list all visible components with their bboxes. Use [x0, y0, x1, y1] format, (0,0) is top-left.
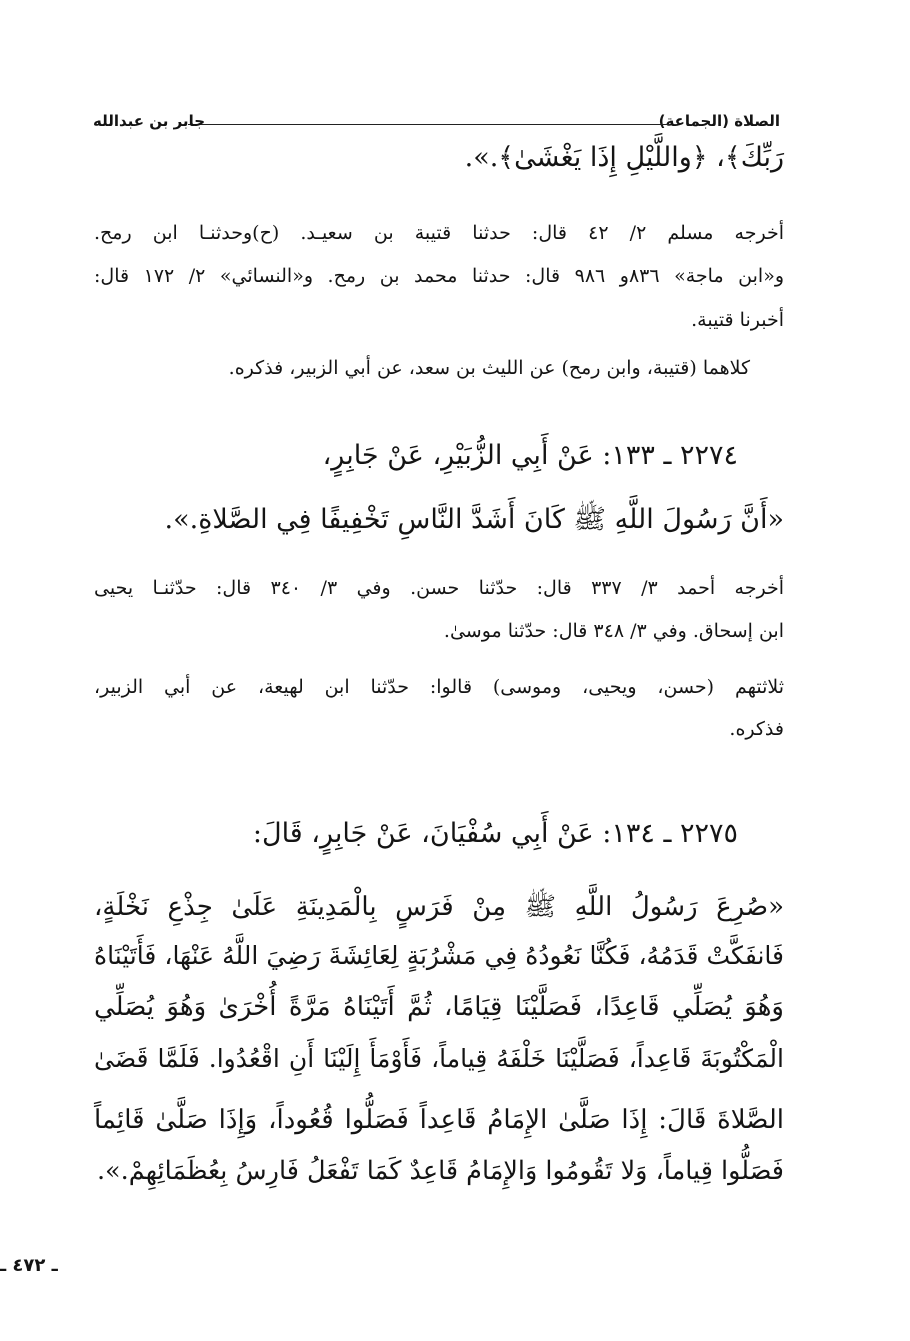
hadith-2275-line-1: «صُرِعَ رَسُولُ اللَّهِ ﷺ مِنْ فَرَسٍ بِالْمَدِينَةِ عَلَىٰ جِذْعِ نَخْلَةٍ، — [94, 892, 785, 922]
hadith-2275-line-4: الْمَكْتُوبَةَ قَاعِداً، فَصَلَّيْنَا خَلْفَهُ قِياماً، فَأَوْمَأَ إِلَيْنَا أَنِ اقْعُدُوا. فَلَمَّا قَضَىٰ — [94, 1044, 784, 1073]
quran-fragment: رَبِّكَ﴾، ﴿واللَّيْلِ إِذَا يَغْشَىٰ﴾.». — [464, 142, 784, 173]
page-number: ـ ٤٧٢ ـ — [0, 1255, 58, 1276]
hadith-2275-line-2: فَانفَكَّتْ قَدَمُهُ، فَكُنَّا نَعُودُهُ فِي مَشْرُبَةٍ لِعَائِشَةَ رَضِيَ اللَّهُ عَنْهَا، فَأَتَيْنَاهُ — [94, 941, 784, 970]
hadith-2274-heading: ٢٢٧٤ ـ ١٣٣: عَنْ أَبِي الزُّبَيْرِ، عَنْ جَابِرٍ، — [322, 440, 738, 471]
takhrij-1-line-1: أخرجه مسلم ٢/ ٤٢ قال: حدثنا قتيبة بن سعيـد. (ح)وحدثنـا ابن رمح. — [94, 222, 784, 244]
takhrij-2-line-2: ابن إسحاق. وفي ٣/ ٣٤٨ قال: حدّثنا موسىٰ. — [443, 620, 784, 642]
hadith-2275-line-5: الصَّلاةَ قَالَ: إِذَا صَلَّىٰ الإِمَامُ قَاعِداً فَصَلُّوا قُعُوداً، وَإِذَا صَلَّىٰ قَائِماً — [94, 1105, 784, 1135]
summary-1: كلاهما (قتيبة، وابن رمح) عن الليث بن سعد، عن أبي الزبير، فذكره. — [228, 357, 750, 379]
summary-2-line-2: فذكره. — [729, 718, 784, 740]
takhrij-1-line-2: و«ابن ماجة» ٨٣٦و ٩٨٦ قال: حدثنا محمد بن رمح. و«النسائي» ٢/ ١٧٢ قال: — [94, 265, 784, 287]
hadith-2275-line-6: فَصَلُّوا قِياماً، وَلا تَقُومُوا وَالإِمَامُ قَاعِدٌ كَمَا تَفْعَلُ فَارِسُ بِعُظَمَائِهِمْ.». — [96, 1156, 784, 1186]
header-chapter: الصلاة (الجماعة) — [658, 112, 780, 130]
summary-2-line-1: ثلاثتهم (حسن، ويحيى، وموسى) قالوا: حدّثنا ابن لهيعة، عن أبي الزبير، — [94, 676, 784, 698]
hadith-2275-heading: ٢٢٧٥ ـ ١٣٤: عَنْ أَبِي سُفْيَانَ، عَنْ جَابِرٍ، قَالَ: — [252, 818, 738, 849]
hadith-2275-line-3: وَهُوَ يُصَلِّي قَاعِدًا، فَصَلَّيْنَا قِيَامًا، ثُمَّ أَتَيْنَاهُ مَرَّةً أُخْرَىٰ وَهُوَ يُصَلِّي — [94, 992, 784, 1022]
takhrij-1-line-3: أخبرنا قتيبة. — [691, 309, 784, 331]
header-rule — [188, 124, 670, 125]
hadith-2274-text: «أَنَّ رَسُولَ اللَّهِ ﷺ كَانَ أَشَدَّ النَّاسِ تَخْفِيفًا فِي الصَّلاةِ.». — [164, 504, 784, 535]
header-narrator: جابر بن عبدالله — [93, 112, 206, 130]
takhrij-2-line-1: أخرجه أحمد ٣/ ٣٣٧ قال: حدّثنا حسن. وفي ٣/ ٣٤٠ قال: حدّثنـا يحيى — [94, 577, 784, 599]
